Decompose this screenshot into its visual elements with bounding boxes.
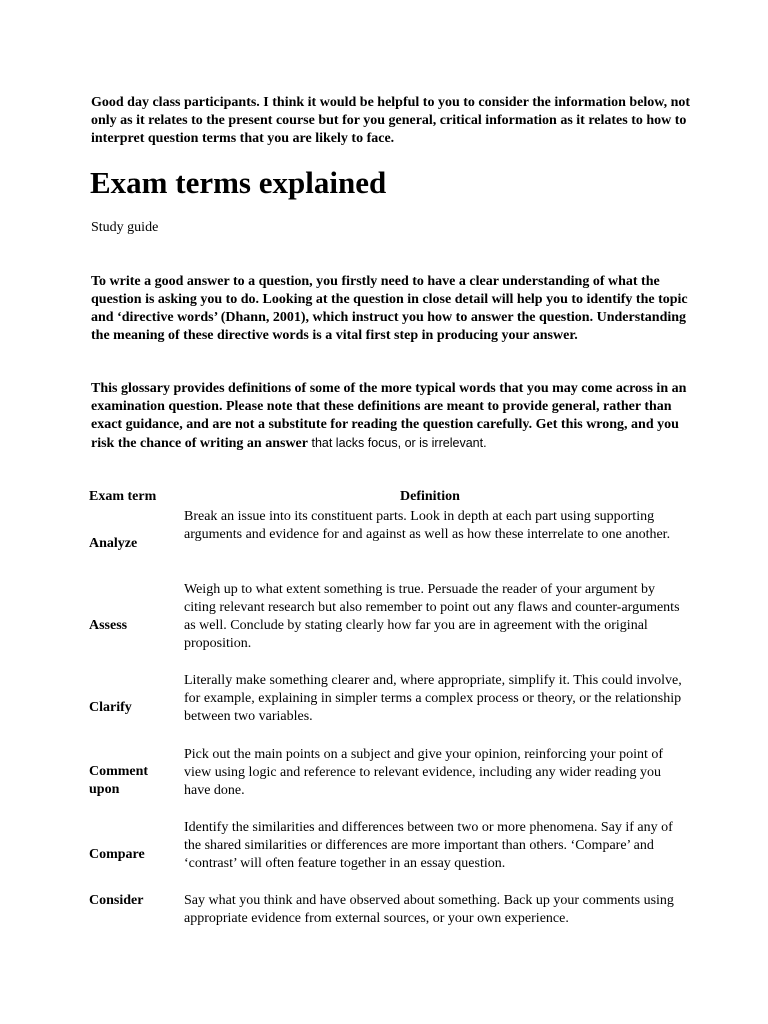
definition-clarify: Literally make something clearer and, where appropriate, simplify it. This could involve, for example, explaining in simpler terms a complex process or theory, or the relationship between two variables. [184, 673, 682, 724]
intro-paragraph: Good day class participants. I think it would be helpful to you to consider the information below, not only as it relates to the present course but for you general, critical information as it relates to how to interpret question terms that you are likely to face. [91, 95, 691, 146]
term-clarify: Clarify [89, 700, 132, 715]
definition-consider: Say what you think and have observed about something. Back up your comments using appropriate evidence from external sources, or your own experience. [184, 893, 674, 926]
term-compare: Compare [89, 847, 145, 862]
term-analyze: Analyze [89, 536, 138, 551]
term-comment-upon: Comment upon [89, 764, 149, 797]
definition-analyze: Break an issue into its constituent parts. Look in depth at each part using supporting arguments and evidence for and against as well as how these interrelate to one another. [184, 509, 671, 542]
term-consider: Consider [89, 893, 144, 908]
table-header-term: Exam term [89, 489, 157, 504]
table-header-definition: Definition [400, 489, 460, 504]
definition-assess: Weigh up to what extent something is true. Persuade the reader of your argument by citing relevant research but also remember to point out any flaws and counter-arguments as well. Conclude by stating clearly how far you are in agreement with the original proposition. [184, 582, 680, 651]
instruction-paragraph: To write a good answer to a question, you firstly need to have a clear understanding of what the question is asking you to do. Looking at the question in close detail will help you to identify the topic and ‘directive words’ (Dhann, 2001), which instruct you how to answer the question. Understanding the meaning of these directive words is a vital first step in producing your answer. [91, 274, 688, 343]
definition-comment-upon: Pick out the main points on a subject and give your opinion, reinforcing your point of view using logic and reference to relevant evidence, including any wider reading you have done. [184, 747, 664, 798]
term-assess: Assess [89, 618, 128, 633]
glossary-paragraph [91, 380, 691, 453]
definition-compare: Identify the similarities and differences between two or more phenomena. Say if any of the shared similarities or differences are more important than others. ‘Compare’ and ‘contrast’ will often feature together in an essay question. [184, 820, 673, 871]
glossary-paragraph-plain: that lacks focus, or is irrelevant. [308, 436, 487, 450]
page-subtitle: Study guide [91, 220, 159, 235]
page-title: Exam terms explained [90, 165, 387, 200]
glossary-paragraph-bold: This glossary provides definitions of some of the more typical words that you may come across in an examination question. Please note that these definitions are meant to provide general, rather than exact guidance, and are not a substitute for reading the question carefully. Get this wrong, and you risk the chance of writing an answer [91, 381, 687, 451]
